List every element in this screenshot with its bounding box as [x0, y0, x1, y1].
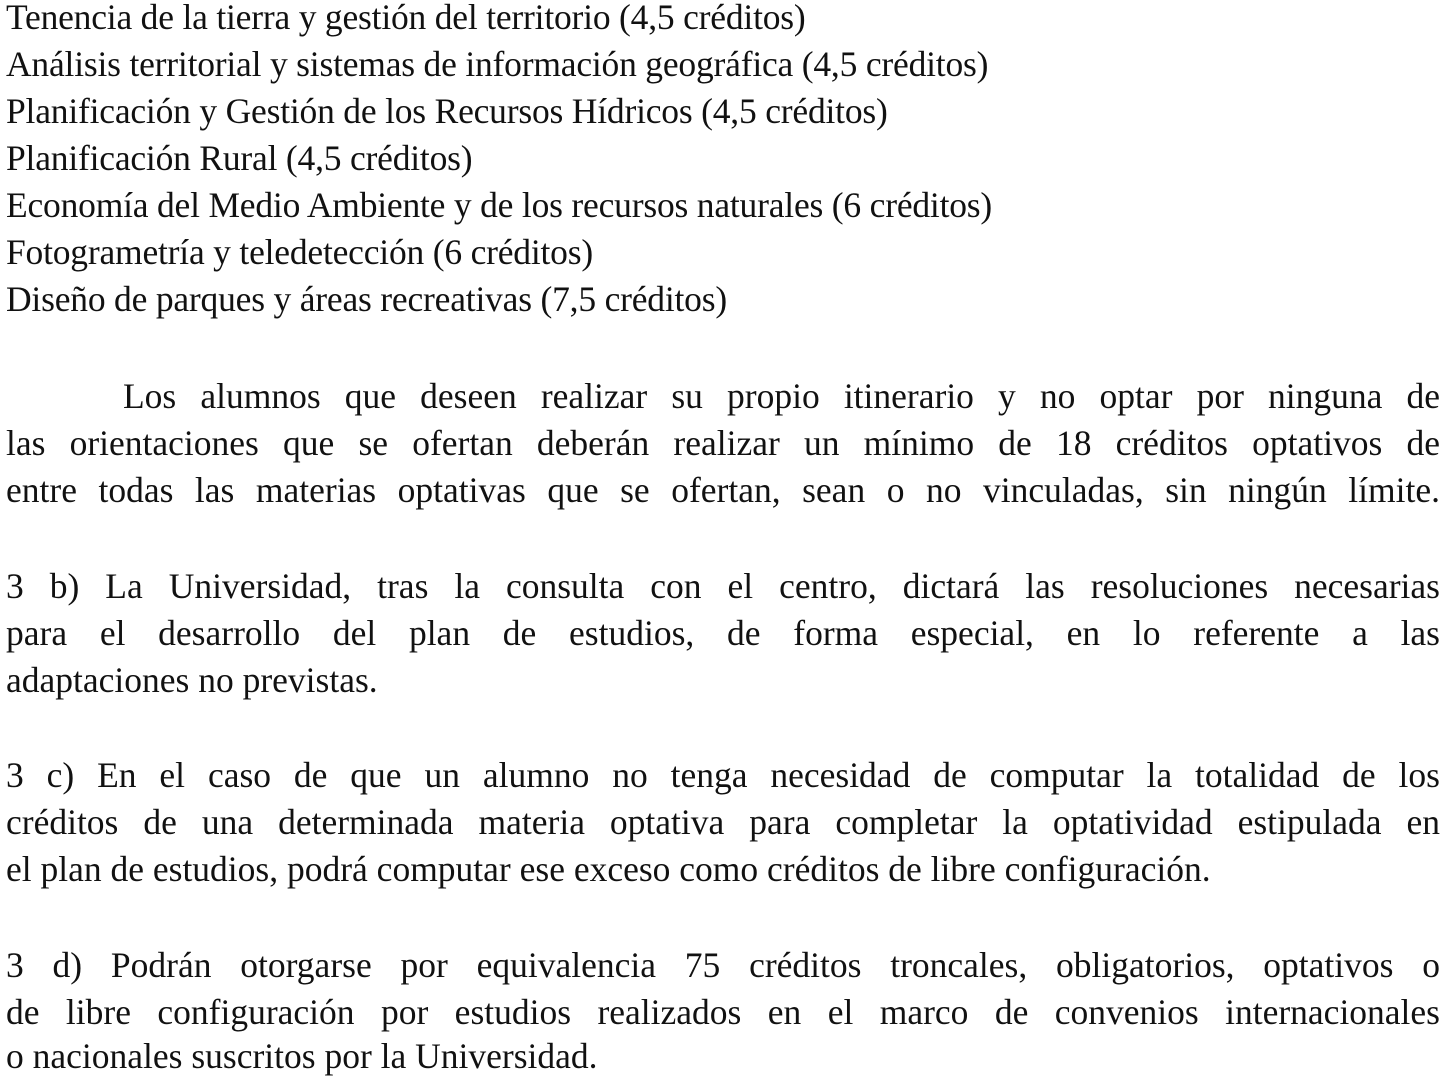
paragraph-line: o nacionales suscritos por la Universidad. [6, 1036, 598, 1076]
paragraph-line: para el desarrollo del plan de estudios, de forma especial, en lo referente a las [6, 613, 1440, 653]
paragraph-line: entre todas las materias optativas que se ofertan, sean o no vinculadas, sin ningún límite. [6, 470, 1440, 510]
subject-item: Planificación y Gestión de los Recursos Hídricos (4,5 créditos) [6, 91, 888, 131]
paragraph-line: 3 c) En el caso de que un alumno no tenga necesidad de computar la totalidad de los [6, 755, 1440, 795]
paragraph-line: adaptaciones no previstas. [6, 660, 378, 700]
subject-item: Diseño de parques y áreas recreativas (7,5 créditos) [6, 279, 727, 319]
subject-item: Fotogrametría y teledetección (6 créditos) [6, 232, 593, 272]
subject-item: Tenencia de la tierra y gestión del territorio (4,5 créditos) [6, 0, 806, 37]
subject-item: Análisis territorial y sistemas de información geográfica (4,5 créditos) [6, 44, 989, 84]
paragraph-line: las orientaciones que se ofertan deberán realizar un mínimo de 18 créditos optativos de [6, 423, 1440, 463]
subject-item: Planificación Rural (4,5 créditos) [6, 138, 473, 178]
paragraph-line: créditos de una determinada materia optativa para completar la optatividad estipulada en [6, 802, 1440, 842]
paragraph-line: 3 d) Podrán otorgarse por equivalencia 75 créditos troncales, obligatorios, optativos o [6, 945, 1440, 985]
paragraph-line: 3 b) La Universidad, tras la consulta con el centro, dictará las resoluciones necesarias [6, 566, 1440, 606]
paragraph-line: Los alumnos que deseen realizar su propio itinerario y no optar por ninguna de [123, 376, 1440, 416]
paragraph-line: el plan de estudios, podrá computar ese exceso como créditos de libre configuración. [6, 849, 1211, 889]
subject-item: Economía del Medio Ambiente y de los recursos naturales (6 créditos) [6, 185, 993, 225]
paragraph-line: de libre configuración por estudios realizados en el marco de convenios internacionales [6, 992, 1440, 1032]
